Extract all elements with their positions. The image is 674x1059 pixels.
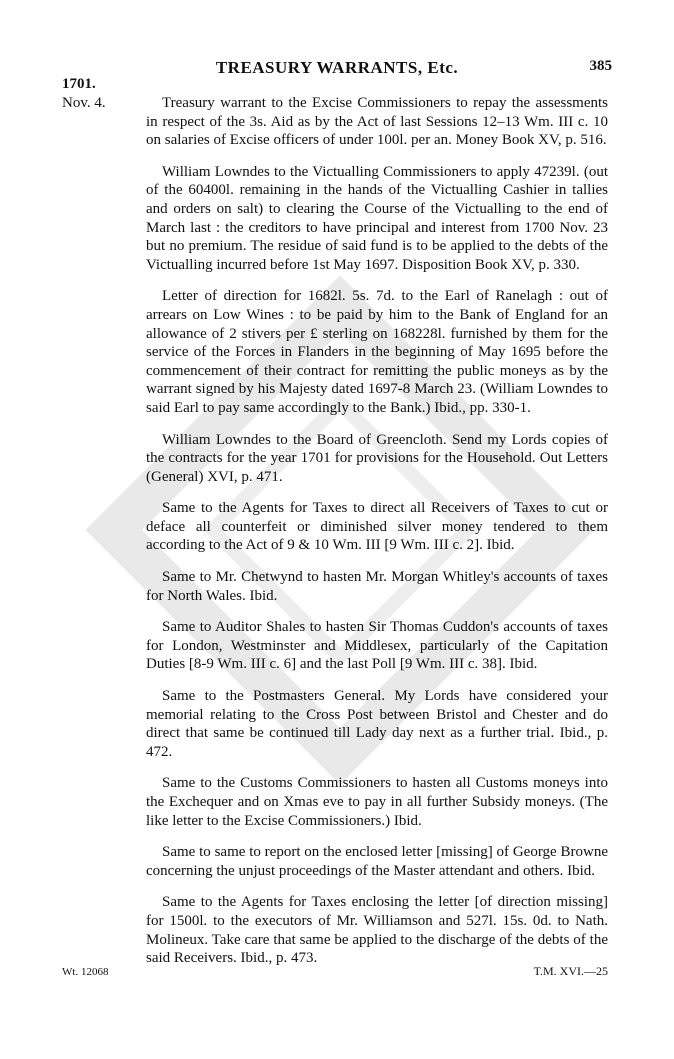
running-title: TREASURY WARRANTS, Etc. xyxy=(215,58,459,77)
entry-paragraph: William Lowndes to the Victualling Commissioners to apply 47239l. (out of the 60400l. remaining in the hands of the Victualling Cashier in tallies and orders on salt) to clearing the Course of the Victualling to the end of March last : the creditors to have principal and interest from 1700 Nov. 23 but no premium. The residue of said fund is to be applied to the debts of the Victualling incurred before 1st May 1697. Disposition Book XV, p. 330. xyxy=(146,163,608,273)
document-body xyxy=(146,94,608,981)
entry-paragraph: Same to Auditor Shales to hasten Sir Thomas Cuddon's accounts of taxes for London, Westminster and Middlesex, particularly of the Capitation Duties [8-9 Wm. III c. 6] and the last Poll [9 Wm. III c. 38]. Ibid. xyxy=(146,619,608,673)
margin-year: 1701. xyxy=(62,76,96,92)
entry-paragraph: Same to same to report on the enclosed letter [missing] of George Browne concerning the unjust proceedings of the Master attendant and others. Ibid. xyxy=(146,844,608,879)
page-header xyxy=(0,58,674,78)
entry-paragraph: Letter of direction for 1682l. 5s. 7d. to the Earl of Ranelagh : out of arrears on Low Wines : to be paid by him to the Bank of England for an allowance of 2 stivers per £ sterling on 168228l. furnished by them for the service of the Forces in Flanders in the beginning of May 1695 before the commencement of their contract for remitting the public moneys as by the warrant signed by his Majesty dated 1697-8 March 23. (William Lowndes to said Earl to pay same accordingly to the Bank.) Ibid., pp. 330-1. xyxy=(146,288,608,416)
footer-print-code: Wt. 12068 xyxy=(62,966,109,978)
page-number: 385 xyxy=(589,58,612,74)
margin-date: Nov. 4. xyxy=(62,95,106,111)
entry-paragraph: Same to the Customs Commissioners to hasten all Customs moneys into the Exchequer and on Xmas eve to pay in all further Subsidy moneys. (The like letter to the Excise Commissioners.) Ibid. xyxy=(146,775,608,829)
entry-paragraph: Same to Mr. Chetwynd to hasten Mr. Morgan Whitley's accounts of taxes for North Wales. Ibid. xyxy=(146,569,608,604)
entry-paragraph: Same to the Postmasters General. My Lords have considered your memorial relating to the Cross Post between Bristol and Chester and do direct that same be continued till Lady day next as a further trial. Ibid., p. 472. xyxy=(146,688,608,760)
entry-paragraph: William Lowndes to the Board of Greencloth. Send my Lords copies of the contracts for the year 1701 for provisions for the Household. Out Letters (General) XVI, p. 471. xyxy=(146,431,608,485)
entry-paragraph: Same to the Agents for Taxes to direct all Receivers of Taxes to cut or deface all counterfeit or diminished silver money tendered to them according to the Act of 9 & 10 Wm. III [9 Wm. III c. 2]. Ibid. xyxy=(146,500,608,554)
footer-signature: T.M. XVI.—25 xyxy=(533,964,608,978)
entry-paragraph: Same to the Agents for Taxes enclosing the letter [of direction missing] for 1500l. to the executors of Mr. Williamson and 527l. 15s. 0d. to Nath. Molineux. Take care that same be applied to the discharge of the debts of the said Receivers. Ibid., p. 473. xyxy=(146,894,608,967)
entry-paragraph: Treasury warrant to the Excise Commissioners to repay the assessments in respect of the 3s. Aid as by the Act of last Sessions 12–13 Wm. III c. 10 on salaries of Excise officers of under 100l. per an. Money Book XV, p. 516. xyxy=(146,95,608,149)
